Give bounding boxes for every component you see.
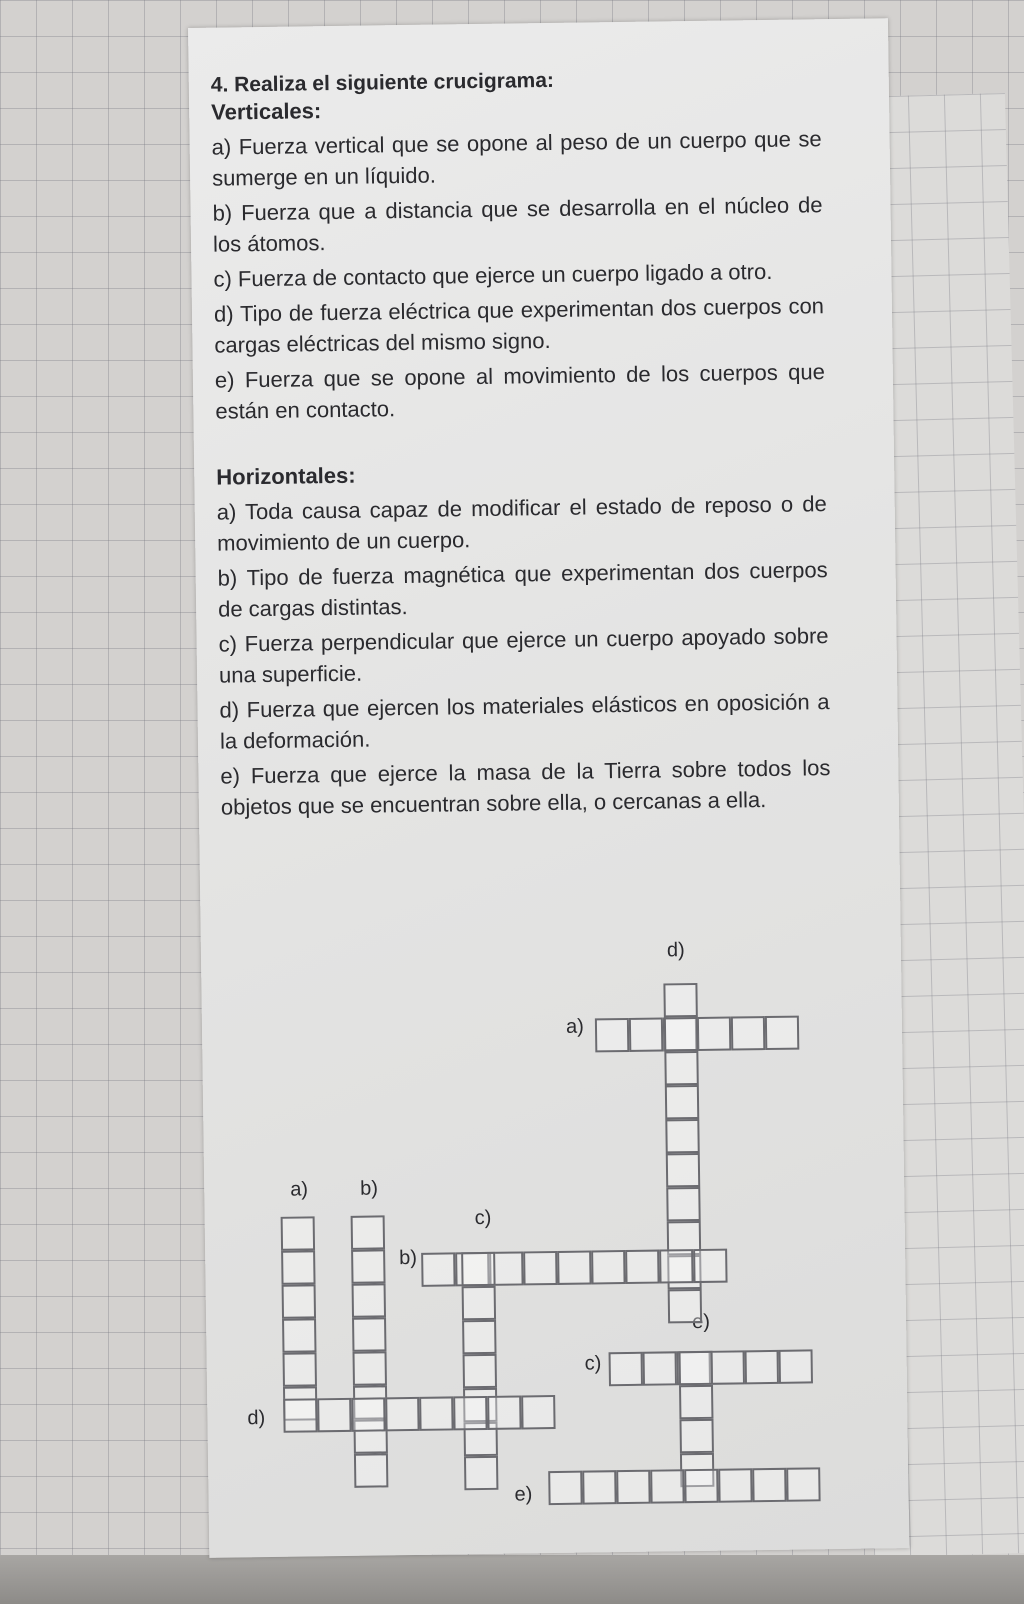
crossword-cell[interactable] xyxy=(625,1250,659,1284)
crossword-cell[interactable] xyxy=(283,1352,317,1386)
crossword-cell[interactable] xyxy=(679,1385,713,1419)
clue-horizontal-c: c) Fuerza perpendicular que ejerce un cuerpo apoyado sobre una superficie. xyxy=(218,623,829,688)
label-vertical-d: d) xyxy=(666,939,685,962)
crossword-cell[interactable] xyxy=(731,1016,765,1050)
crossword-cell[interactable] xyxy=(616,1470,650,1504)
verticales-heading: Verticales: xyxy=(211,98,322,125)
crossword-cell[interactable] xyxy=(548,1471,582,1505)
label-horizontal-b: b) xyxy=(399,1246,418,1270)
crossword-cell[interactable] xyxy=(697,1017,731,1051)
label-vertical-c: c) xyxy=(474,1206,492,1230)
crossword-cell[interactable] xyxy=(752,1468,786,1502)
crossword-cell[interactable] xyxy=(679,1351,713,1385)
worksheet xyxy=(188,18,909,1558)
clue-vertical-a: a) Fuerza vertical que se opone al peso de un cuerpo que se sumerge en un líquido. xyxy=(211,126,822,191)
crossword-cell[interactable] xyxy=(643,1351,677,1385)
crossword-cell[interactable] xyxy=(487,1395,521,1429)
crossword-cell[interactable] xyxy=(786,1467,820,1501)
crossword-cell[interactable] xyxy=(354,1453,388,1487)
clue-vertical-d: d) Tipo de fuerza eléctrica que experimentan dos cuerpos con cargas eléctricas del mismo signo. xyxy=(213,293,825,358)
crossword-cell[interactable] xyxy=(283,1398,317,1432)
crossword-cell[interactable] xyxy=(779,1349,813,1383)
label-horizontal-d: d) xyxy=(247,1407,266,1430)
crossword-cell[interactable] xyxy=(351,1249,385,1283)
label-horizontal-e: e) xyxy=(514,1483,533,1506)
crossword-cell[interactable] xyxy=(745,1350,779,1384)
clue-horizontal-a: a) Toda causa capaz de modificar el estado de reposo o de movimiento de un cuerpo. xyxy=(216,491,827,556)
crossword-cell[interactable] xyxy=(461,1252,495,1286)
label-vertical-a: a) xyxy=(290,1178,309,1201)
crossword-cell[interactable] xyxy=(282,1284,316,1318)
crossword-cell[interactable] xyxy=(462,1286,496,1320)
crossword-grid xyxy=(188,18,909,1558)
clue-horizontal-e: e) Fuerza que ejerce la masa de la Tierra sobre todos los objetos que se encuentran sobre ella, o cercanas a ella. xyxy=(220,755,831,820)
crossword-cell[interactable] xyxy=(666,1187,700,1221)
crossword-cell[interactable] xyxy=(659,1249,693,1283)
crossword-cell[interactable] xyxy=(282,1318,316,1352)
crossword-cell[interactable] xyxy=(463,1354,497,1388)
crossword-cell[interactable] xyxy=(317,1398,351,1432)
label-vertical-e: e) xyxy=(691,1310,711,1334)
crossword-cell[interactable] xyxy=(609,1352,643,1386)
crossword-cell[interactable] xyxy=(582,1470,616,1504)
crossword-cell[interactable] xyxy=(664,1017,698,1051)
crossword-cell[interactable] xyxy=(453,1396,487,1430)
crossword-cell[interactable] xyxy=(765,1016,799,1050)
crossword-cell[interactable] xyxy=(663,983,697,1017)
crossword-cell[interactable] xyxy=(521,1395,555,1429)
crossword-cell[interactable] xyxy=(650,1469,684,1503)
crossword-cell[interactable] xyxy=(281,1250,315,1284)
clue-horizontal-d: d) Fuerza que ejercen los materiales elásticos en oposición a la deformación. xyxy=(219,689,830,754)
label-horizontal-a: a) xyxy=(565,1015,584,1038)
exercise-title: 4. Realiza el siguiente crucigrama: xyxy=(210,68,555,97)
crossword-cell[interactable] xyxy=(385,1397,419,1431)
label-horizontal-c: c) xyxy=(584,1352,602,1375)
crossword-cell[interactable] xyxy=(668,1289,702,1323)
clue-vertical-c: c) Fuerza de contacto que ejerce un cuerpo ligado a otro. xyxy=(213,258,773,292)
crossword-cell[interactable] xyxy=(352,1283,386,1317)
crossword-cell[interactable] xyxy=(352,1317,386,1351)
crossword-cell[interactable] xyxy=(352,1351,386,1385)
crossword-cell[interactable] xyxy=(666,1153,700,1187)
crossword-cell[interactable] xyxy=(557,1250,591,1284)
crossword-cell[interactable] xyxy=(665,1085,699,1119)
crossword-cell[interactable] xyxy=(711,1350,745,1384)
crossword-cell[interactable] xyxy=(351,1215,385,1249)
crossword-cell[interactable] xyxy=(679,1419,713,1453)
label-vertical-b: b) xyxy=(360,1177,379,1200)
crossword-cell[interactable] xyxy=(665,1119,699,1153)
clue-vertical-b: b) Fuerza que a distancia que se desarrolla en el núcleo de los átomos. xyxy=(212,192,823,257)
desk-surface xyxy=(0,1555,1024,1604)
crossword-cell[interactable] xyxy=(684,1469,718,1503)
crossword-cell[interactable] xyxy=(464,1456,498,1490)
crossword-cell[interactable] xyxy=(664,1051,698,1085)
crossword-cell[interactable] xyxy=(462,1320,496,1354)
crossword-cell[interactable] xyxy=(421,1252,455,1286)
clue-vertical-e: e) Fuerza que se opone al movimiento de los cuerpos que están en contacto. xyxy=(214,359,826,424)
crossword-cell[interactable] xyxy=(629,1017,663,1051)
crossword-cell[interactable] xyxy=(595,1018,629,1052)
crossword-cell[interactable] xyxy=(281,1216,315,1250)
crossword-cell[interactable] xyxy=(419,1396,453,1430)
crossword-cell[interactable] xyxy=(718,1468,752,1502)
crossword-cell[interactable] xyxy=(693,1249,727,1283)
crossword-cell[interactable] xyxy=(591,1250,625,1284)
crossword-cell[interactable] xyxy=(523,1251,557,1285)
crossword-cell[interactable] xyxy=(351,1397,385,1431)
clue-horizontal-b: b) Tipo de fuerza magnética que experimentan dos cuerpos de cargas distintas. xyxy=(217,557,828,622)
horizontales-heading: Horizontales: xyxy=(216,462,356,490)
